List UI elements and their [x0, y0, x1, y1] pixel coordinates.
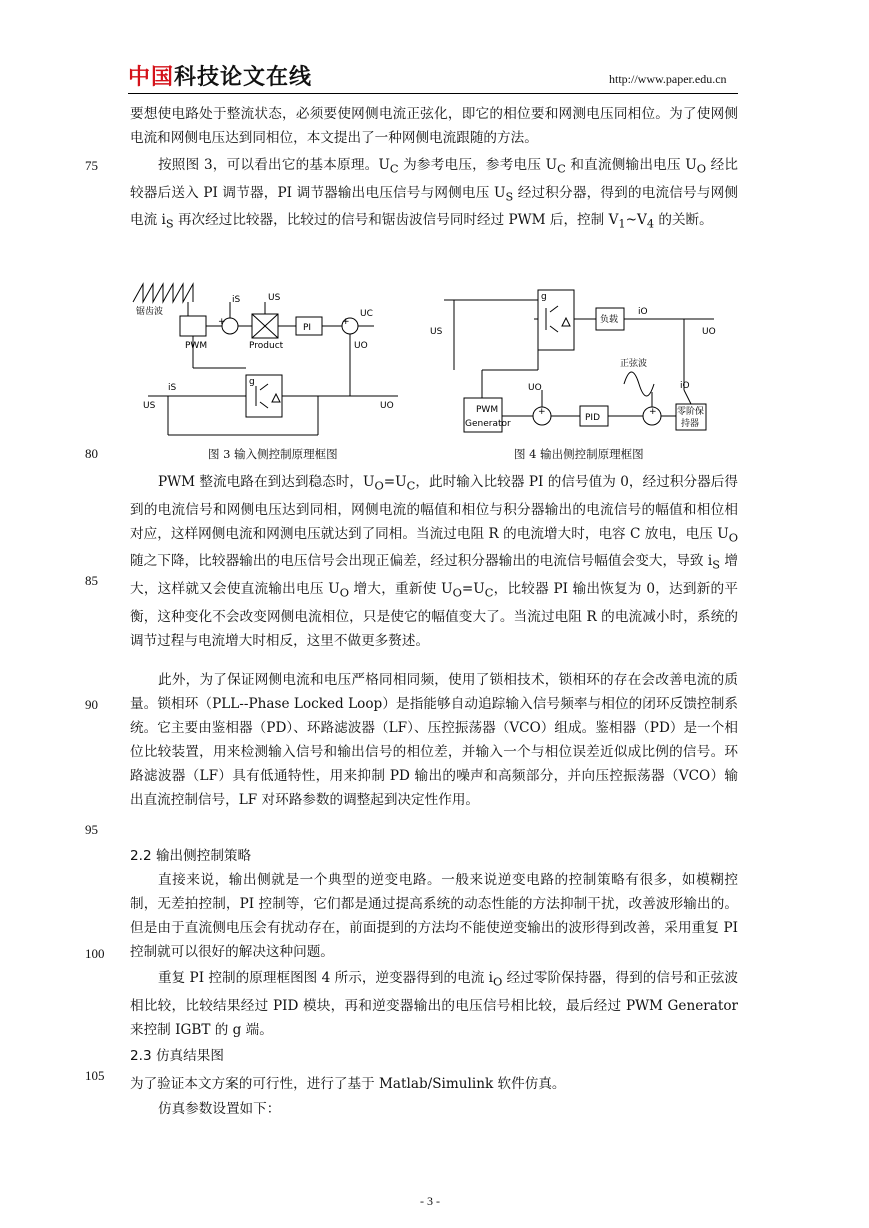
- line-number-90: 90: [85, 697, 98, 712]
- line-number-100: 100: [85, 946, 105, 961]
- paragraph-8: 仿真参数设置如下：: [158, 1101, 281, 1117]
- page-number: - 3 -: [420, 1194, 440, 1208]
- label-us-low: US: [143, 401, 156, 411]
- label-g: g: [249, 377, 255, 387]
- paragraph-1: 要想使电路处于整流状态，必须要使网侧电流正弦化，即它的相位要和网测电压同相位。为了使网侧电流和网侧电压达到同相位，本文提出了一种网侧电流跟随的方法。: [130, 106, 738, 146]
- label-pid: PID: [585, 413, 601, 423]
- paragraph-3: PWM 整流电路在到达到稳态时，$U_O=U_C$，此时输入比较器 PI 的信号值为 0，经过积分器后得到的电流信号和网侧电压达到同相，网侧电流的幅值和相位与积分器输出的电流信号的幅值和相位相对应，这样网侧电流和网测电压就达到了同相。当流过电阻 R 的电流增大时，电容 C 放电，电压 $U_O$ 随之下降，比较器输出的电压信号会出现正偏差，经过积分器输出的电流信号幅值会变大，导致 $i_S$ 增大，这样就又会使直流输出电压 $U_O$ 增大，重新使 $U_O=U_C$，比较器 PI 输出恢复为 0，达到新的平衡，这种变化不会改变网侧电流相位，只是使它的幅值变大了。当流过电阻 R 的电流减小时，系统的调节过程与电流增大时相反，这里不做更多赘述。: [130, 474, 738, 649]
- journal-logo: [128, 60, 312, 91]
- label-io2: iO: [680, 381, 690, 391]
- paragraph-5: 直接来说，输出侧就是一个典型的逆变电路。一般来说逆变电路的控制策略有很多，如模糊控制，无差拍控制，PI 控制等，它们都是通过提高系统的动态性能的方法抑制干扰，改善波形输出的。但是由于直流侧电压会有扰动存在，前面提到的方法均不能使逆变输出的波形得到改善，采用重复 PI 控制就可以很好的解决这种问题。: [130, 872, 738, 960]
- logo-red-text: 中国: [128, 65, 175, 90]
- label-is: iS: [232, 295, 241, 305]
- section-heading-2-2: 2.2 输出侧控制策略: [130, 848, 252, 864]
- sawtooth-wave: [133, 284, 193, 302]
- line-number-95: 95: [85, 822, 98, 837]
- label-uo-mid: UO: [528, 383, 542, 393]
- label-pi: PI: [303, 323, 312, 333]
- label-io: iO: [638, 307, 648, 317]
- label-uc: UC: [360, 309, 373, 319]
- label-sawtooth: 锯齿波: [136, 307, 164, 317]
- paragraph-4: 此外，为了保证网侧电流和电压严格同相同频，使用了锁相技术，锁相环的存在会改善电流的质量。锁相环（PLL--Phase Locked Loop）是指能够自动追踪输入信号频率与相位的闭环反馈控制系统。它主要由鉴相器（PD）、环路滤波器（LF）、压控振荡器（VCO）组成。鉴相器（PD）是一个相位比较装置，用来检测输入信号和输出信号的相位差，并输入一个与相位误差近似成比例的信号。环路滤波器（LF）具有低通特性，用来抑制 PD 输出的噪声和高频部分，并向压控振荡器（VCO）输出直流控制信号，LF 对环路参数的调整起到决定性作用。: [130, 672, 738, 808]
- sine-wave: [624, 372, 654, 396]
- label-product: Product: [249, 341, 284, 351]
- label-pwm-gen-2: Generator: [465, 419, 511, 429]
- header-rule: [128, 93, 738, 94]
- label-pwm-gen-1: PWM: [476, 405, 499, 415]
- figure-4-diagram: [424, 280, 739, 440]
- label-zoh-1: 零阶保: [677, 407, 705, 417]
- label-zoh-2: 持器: [681, 419, 700, 429]
- pwm-block: [180, 316, 206, 336]
- sign-plus-1: +: [218, 317, 226, 327]
- paragraph-6: 重复 PI 控制的原理框图图 4 所示，逆变器得到的电流 $i_O$ 经过零阶保持器，得到的信号和正弦波相比较，比较结果经过 PID 模块，再和逆变器输出的电压信号相比较，最后经过 PWM Generator 来控制 IGBT 的 g 端。: [130, 970, 738, 1038]
- label-uo: UO: [354, 341, 368, 351]
- label-g: g: [541, 292, 547, 302]
- header-url[interactable]: http://www.paper.edu.cn: [609, 72, 727, 86]
- label-uo-low: UO: [380, 401, 394, 411]
- figure-4-caption: 图 4 输出侧控制原理框图: [514, 447, 644, 461]
- paragraph-2: 按照图 3，可以看出它的基本原理。$U_C$ 为参考电压，参考电压 $U_C$ 和直流侧输出电压 $U_O$ 经比较器后送入 PI 调节器，PI 调节器输出电压信号与网侧电压 $U_S$ 经过积分器，得到的电流信号与网侧电流 $i_S$ 再次经过比较器，比较过的信号和锯齿波信号同时经过 PWM 后，控制 $V_1\sim V_4$ 的关断。: [130, 157, 738, 232]
- figure-3-diagram: [128, 280, 418, 440]
- line-number-105: 105: [85, 1068, 105, 1083]
- line-number-85: 85: [85, 573, 98, 588]
- line-number-80: 80: [85, 446, 98, 461]
- line-number-75: 75: [85, 158, 98, 173]
- label-is-low: iS: [168, 383, 177, 393]
- label-us-top: US: [268, 293, 281, 303]
- logo-black-text: 科技论文在线: [174, 65, 313, 90]
- figure-3-caption: 图 3 输入侧控制原理框图: [208, 447, 338, 461]
- section-heading-2-3: 2.3 仿真结果图: [130, 1048, 224, 1064]
- label-us: US: [430, 327, 443, 337]
- label-uo-right: UO: [702, 327, 716, 337]
- label-pwm: PWM: [185, 341, 208, 351]
- sign-plus-2: +: [342, 317, 350, 327]
- label-sine: 正弦波: [620, 359, 648, 369]
- label-load: 负载: [600, 315, 619, 325]
- paragraph-7: 为了验证本文方案的可行性，进行了基于 Matlab/Simulink 软件仿真。: [130, 1076, 566, 1092]
- sign-plus-a: +: [538, 407, 546, 417]
- sign-plus-b: +: [649, 407, 657, 417]
